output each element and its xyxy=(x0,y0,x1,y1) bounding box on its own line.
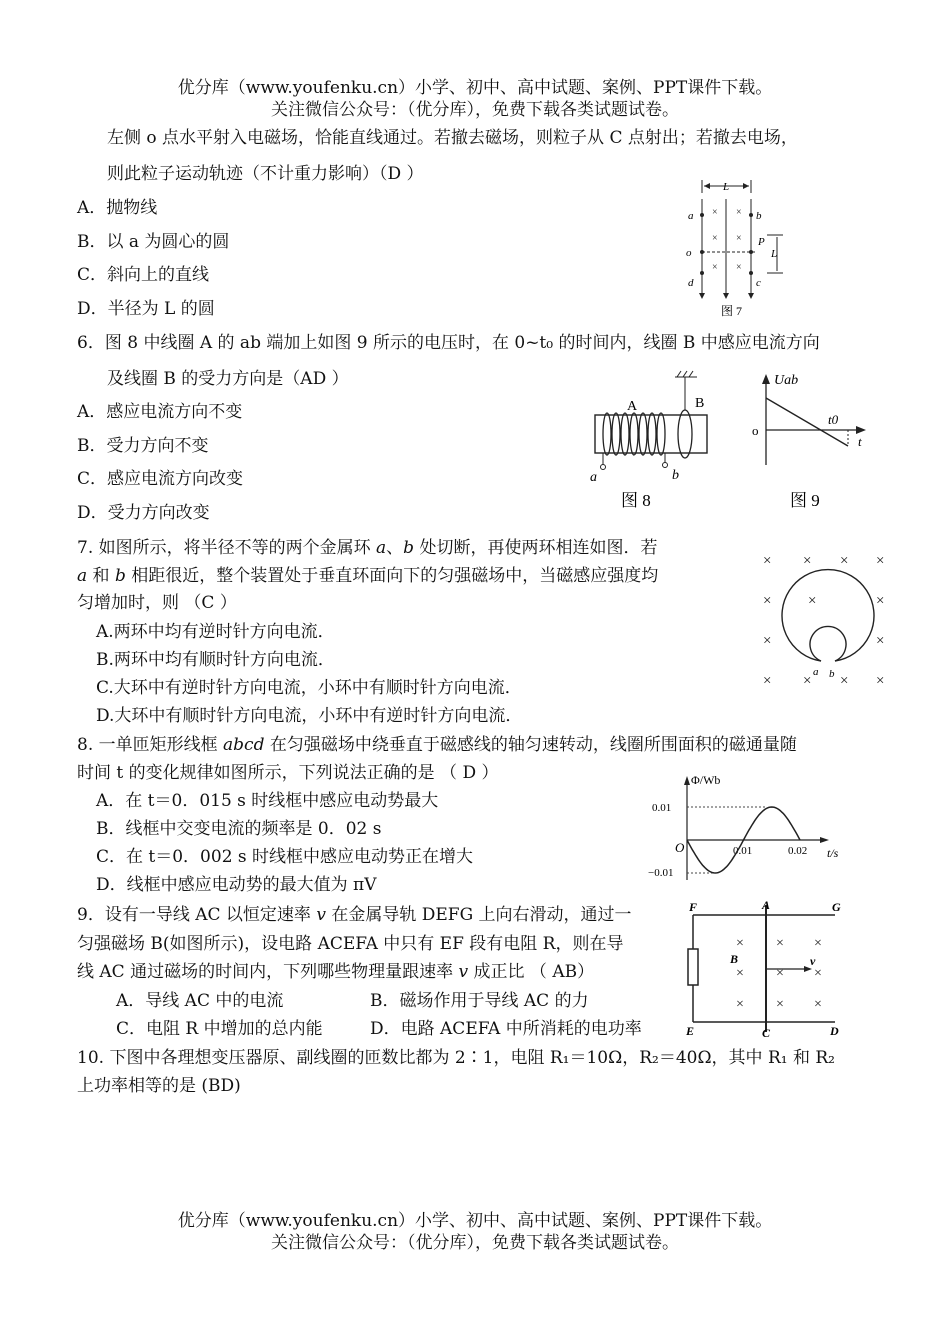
fig8-b: b xyxy=(672,468,679,483)
fig7-d: d xyxy=(688,277,694,289)
rail-v: v xyxy=(810,954,816,968)
fig7-b: b xyxy=(756,210,762,222)
svg-text:×: × xyxy=(736,966,744,981)
flux-chart xyxy=(645,770,855,895)
svg-text:×: × xyxy=(840,553,849,569)
fig7-c: c xyxy=(756,277,761,289)
fig7-cross: × xyxy=(736,233,742,244)
fig9-origin: o xyxy=(752,423,759,438)
svg-text:×: × xyxy=(803,673,812,689)
rail-G: G xyxy=(832,900,841,914)
q9-option-c: C．电阻 R 中增加的总内能 xyxy=(116,1019,323,1039)
fig7-P: P xyxy=(758,236,765,248)
fig9-ylabel: Uab xyxy=(774,373,799,388)
fig7-cross: × xyxy=(736,262,742,273)
figure-rings xyxy=(755,545,895,695)
rail-B: B xyxy=(730,952,739,966)
svg-text:×: × xyxy=(814,936,822,951)
q5-stem-1: 左侧 o 点水平射入电磁场，恰能直线通过。若撤去磁场，则粒子从 C 点射出；若撤去电场， xyxy=(107,128,798,148)
q9-option-d: D．电路 ACEFA 中所消耗的电功率 xyxy=(370,1019,642,1039)
fig9-t: t xyxy=(858,434,862,449)
svg-text:×: × xyxy=(876,553,885,569)
svg-text:×: × xyxy=(808,593,817,609)
rail-E: E xyxy=(686,1024,695,1038)
fig8-B: B xyxy=(695,396,705,411)
q9-stem-1: 9．设有一导线 AC 以恒定速率 v 在金属导轨 DEFG 上向右滑动，通过一 xyxy=(77,905,632,925)
q8-option-b: B．线框中交变电流的频率是 0．02 s xyxy=(96,819,382,839)
svg-text:×: × xyxy=(736,936,744,951)
svg-text:×: × xyxy=(803,553,812,569)
q6-option-d: D．受力方向改变 xyxy=(77,503,210,523)
q6-stem-1: 6．图 8 中线圈 A 的 ab 端加上如图 9 所示的电压时，在 0~t₀ 的时间内，线圈 B 中感应电流方向 xyxy=(77,333,820,353)
fig8-A: A xyxy=(627,399,638,414)
q5-option-a: A．抛物线 xyxy=(77,198,158,218)
rail-A: A xyxy=(762,898,771,912)
q9-stem-2: 匀强磁场 B(如图所示)，设电路 ACEFA 中只有 EF 段有电阻 R，则在导 xyxy=(77,934,624,954)
figure-8 xyxy=(585,365,720,515)
flux-origin: O xyxy=(675,840,685,855)
flux-xlabel: t/s xyxy=(827,846,839,860)
svg-text:×: × xyxy=(763,673,772,689)
q6-option-a: A．感应电流方向不变 xyxy=(77,402,243,422)
svg-text:×: × xyxy=(876,633,885,649)
q9-stem-3: 线 AC 通过磁场的时间内，下列哪些物理量跟速率 v 成正比 （ AB） xyxy=(77,962,595,982)
q8-stem-2: 时间 t 的变化规律如图所示，下列说法正确的是 （ D ） xyxy=(77,763,499,783)
svg-text:×: × xyxy=(876,593,885,609)
rail-F: F xyxy=(689,900,698,914)
q5-option-c: C．斜向上的直线 xyxy=(77,265,210,285)
q7-stem-2: a 和 b 相距很近，整个装置处于垂直环面向下的匀强磁场中，当磁感应强度均 xyxy=(77,566,659,586)
q9-option-b: B．磁场作用于导线 AC 的力 xyxy=(370,991,589,1011)
footer-line-1: 优分库（www.youfenku.cn）小学、初中、高中试题、案例、PPT课件下载。 xyxy=(177,1211,773,1231)
header-line-1: 优分库（www.youfenku.cn）小学、初中、高中试题、案例、PPT课件下载。 xyxy=(177,78,773,98)
q5-option-b: B．以 a 为圆心的圆 xyxy=(77,232,230,252)
svg-text:×: × xyxy=(763,593,772,609)
footer-line-2: 关注微信公众号：（优分库），免费下载各类试题试卷。 xyxy=(271,1233,679,1253)
q6-option-c: C．感应电流方向改变 xyxy=(77,469,244,489)
figure-rail xyxy=(680,897,850,1039)
q7-stem-3: 匀增加时，则 （C ） xyxy=(77,593,237,613)
flux-xtick-2: 0.02 xyxy=(788,845,808,857)
q5-stem-2: 则此粒子运动轨迹（不计重力影响）（D ） xyxy=(107,164,424,184)
q8-option-c: C．在 t＝0．002 s 时线框中感应电动势正在增大 xyxy=(96,847,474,867)
svg-text:×: × xyxy=(763,633,772,649)
q10-stem-2: 上功率相等的是 (BD) xyxy=(77,1076,241,1096)
q10-stem-1: 10. 下图中各理想变压器原、副线圈的匝数比都为 2∶1，电阻 R₁＝10Ω，R₂＝40Ω，其中 R₁ 和 R₂ xyxy=(77,1048,836,1068)
svg-text:×: × xyxy=(814,966,822,981)
svg-text:×: × xyxy=(763,553,772,569)
ring-a-label: a xyxy=(813,666,819,678)
fig7-a: a xyxy=(688,210,694,222)
svg-text:×: × xyxy=(776,936,784,951)
q9-option-a: A．导线 AC 中的电流 xyxy=(116,991,284,1011)
ring-b-label: b xyxy=(829,668,835,680)
flux-ytick-bottom: −0.01 xyxy=(648,867,674,879)
fig9-t0: t0 xyxy=(828,412,839,427)
q6-stem-2: 及线圈 B 的受力方向是（AD ） xyxy=(107,369,349,389)
fig7-L-side: L xyxy=(771,248,778,260)
q7-option-d: D.大环中有顺时针方向电流，小环中有逆时针方向电流． xyxy=(96,706,523,726)
q7-option-b: B.两环中均有顺时针方向电流． xyxy=(96,650,335,670)
svg-text:×: × xyxy=(840,673,849,689)
q8-option-a: A．在 t＝0．015 s 时线框中感应电动势最大 xyxy=(96,791,439,811)
q6-option-b: B．受力方向不变 xyxy=(77,436,209,456)
q8-stem-1: 8. 一单匝矩形线框 abcd 在匀强磁场中绕垂直于磁感线的轴匀速转动，线圈所围面积的磁通量随 xyxy=(77,735,797,755)
svg-text:×: × xyxy=(814,997,822,1012)
header-line-2: 关注微信公众号：（优分库），免费下载各类试题试卷。 xyxy=(271,100,679,120)
svg-text:×: × xyxy=(776,997,784,1012)
q7-option-c: C.大环中有逆时针方向电流，小环中有顺时针方向电流． xyxy=(96,678,522,698)
svg-text:×: × xyxy=(736,997,744,1012)
rail-C: C xyxy=(762,1026,771,1039)
svg-text:×: × xyxy=(776,966,784,981)
fig8-caption: 图 8 xyxy=(621,491,651,510)
rail-D: D xyxy=(830,1024,839,1038)
fig7-caption: 图 7 xyxy=(721,304,743,318)
q8-option-d: D．线框中感应电动势的最大值为 πV xyxy=(96,875,377,895)
q7-stem-1: 7. 如图所示，将半径不等的两个金属环 a、b 处切断，再使两环相连如图．若 xyxy=(77,538,658,558)
flux-ylabel: Φ/Wb xyxy=(691,773,721,787)
fig7-cross: × xyxy=(712,207,718,218)
flux-xtick-1: 0.01 xyxy=(733,845,753,857)
figure-9 xyxy=(748,370,873,515)
q5-option-d: D．半径为 L 的圆 xyxy=(77,299,215,319)
flux-ytick-top: 0.01 xyxy=(652,802,672,814)
fig7-cross: × xyxy=(736,207,742,218)
fig7-cross: × xyxy=(712,262,718,273)
figure-7 xyxy=(675,175,795,325)
svg-text:×: × xyxy=(876,673,885,689)
fig7-L-top: L xyxy=(723,181,730,193)
fig9-caption: 图 9 xyxy=(790,491,820,510)
q7-option-a: A.两环中均有逆时针方向电流． xyxy=(96,622,335,642)
fig8-a: a xyxy=(590,470,597,485)
fig7-o: o xyxy=(686,247,692,259)
fig7-cross: × xyxy=(712,233,718,244)
